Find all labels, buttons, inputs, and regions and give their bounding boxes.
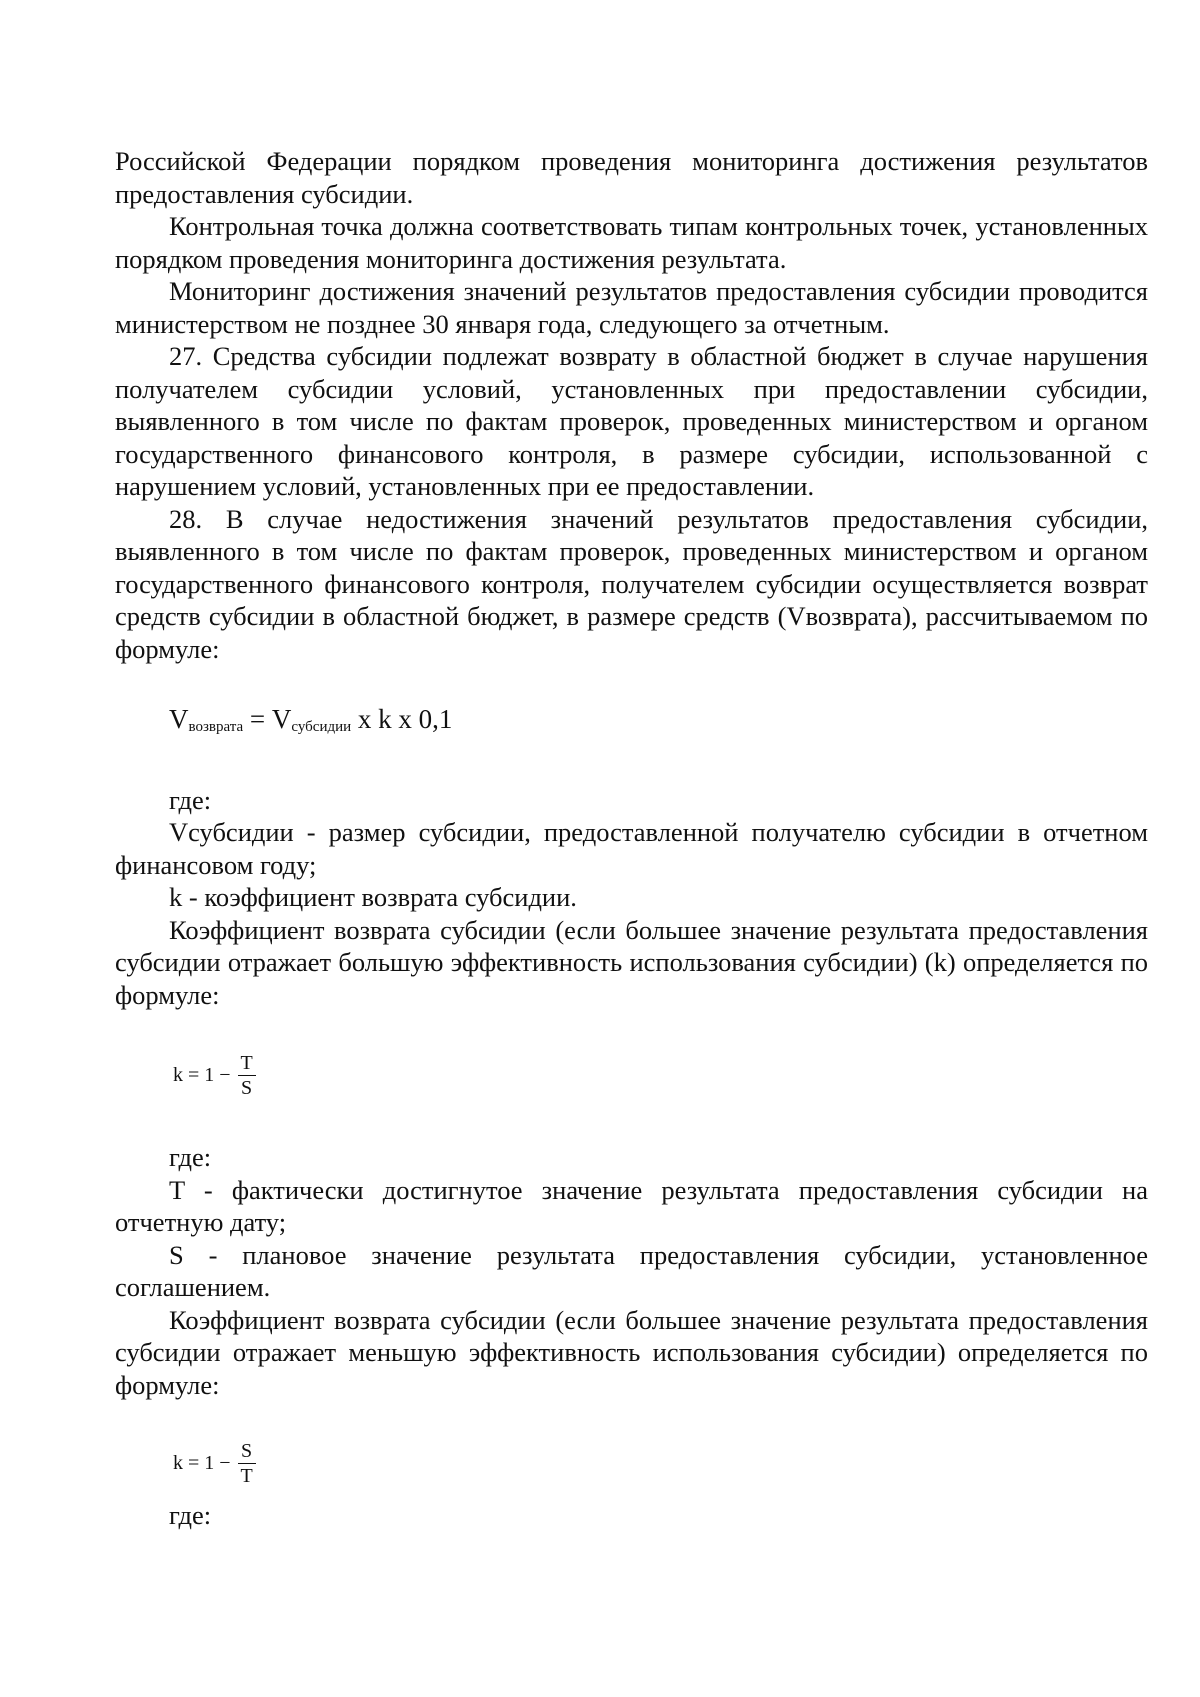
formula-v-subsidy-sub: субсидии bbox=[291, 719, 352, 735]
formula-v-return-sub: возврата bbox=[188, 719, 244, 735]
formula-k-t-over-s bbox=[173, 1043, 1148, 1107]
fraction-denominator: S bbox=[241, 1076, 253, 1099]
paragraph-coefficient-greater: Коэффициент возврата субсидии (если большее значение результата предоставления субсидии отражает большую эффективность использования субсидии) (k) определяется по формуле: bbox=[115, 914, 1148, 1010]
definition-k: k - коэффициент возврата субсидии. bbox=[169, 882, 577, 912]
formula-k-s-over-t bbox=[173, 1431, 1148, 1495]
formula-k-lhs: k = 1 − bbox=[173, 1451, 231, 1474]
formula-rest: x k x 0,1 bbox=[351, 704, 453, 734]
paragraph-monitoring: Мониторинг достижения значений результатов предоставления субсидии проводится министерством не позднее 30 января года, следующего за отчетным. bbox=[115, 276, 1148, 339]
paragraph-27: 27. Средства субсидии подлежат возврату в областной бюджет в случае нарушения получателем субсидии условий, установленных при предоставлении субсидии, выявленного в том числе по фактам проверок, проведенных министерством и органом государственного финансового контроля, в размере субсидии, использованной с нарушением условий, установленных при ее предоставлении. bbox=[115, 341, 1148, 501]
where-label-1: где: bbox=[169, 784, 212, 815]
fraction-denominator: T bbox=[240, 1464, 253, 1487]
definition-s: S - плановое значение результата предоставления субсидии, установленное соглашением. bbox=[115, 1239, 1148, 1302]
paragraph-continuation: Российской Федерации порядком проведения мониторинга достижения результатов предоставления субсидии. bbox=[115, 146, 1148, 209]
paragraph-28: 28. В случае недостижения значений результатов предоставления субсидии, выявленного в том числе по фактам проверок, проведенных министерством и органом государственного финансового контроля, получателем субсидии осуществляется возврат средств субсидии в областной бюджет, в размере средств (Vвозврата), рассчитываемом по формуле: bbox=[115, 503, 1148, 664]
formula-v: V bbox=[169, 704, 189, 734]
where-label-3: где: bbox=[169, 1500, 212, 1530]
paragraph-control-point: Контрольная точка должна соответствовать типам контрольных точек, установленных порядком проведения мониторинга достижения результата. bbox=[115, 211, 1148, 274]
formula-k-lhs: k = 1 − bbox=[173, 1063, 231, 1086]
fraction bbox=[238, 1439, 256, 1488]
formula-return-amount bbox=[169, 703, 1148, 744]
fraction-numerator: T bbox=[240, 1051, 253, 1074]
paragraph-coefficient-lesser: Коэффициент возврата субсидии (если большее значение результата предоставления субсидии отражает меньшую эффективность использования субсидии) определяется по формуле: bbox=[115, 1304, 1148, 1400]
document-page bbox=[115, 145, 1148, 1532]
where-label-2: где: bbox=[169, 1142, 212, 1172]
fraction-numerator: S bbox=[241, 1439, 253, 1462]
definition-vsubsidy: Vсубсидии - размер субсидии, предоставленной получателю субсидии в отчетном финансовом году; bbox=[115, 817, 1148, 880]
definition-t: T - фактически достигнутое значение результата предоставления субсидии на отчетную дату; bbox=[115, 1174, 1148, 1237]
fraction bbox=[238, 1051, 256, 1100]
formula-equals-v: = V bbox=[243, 704, 292, 734]
